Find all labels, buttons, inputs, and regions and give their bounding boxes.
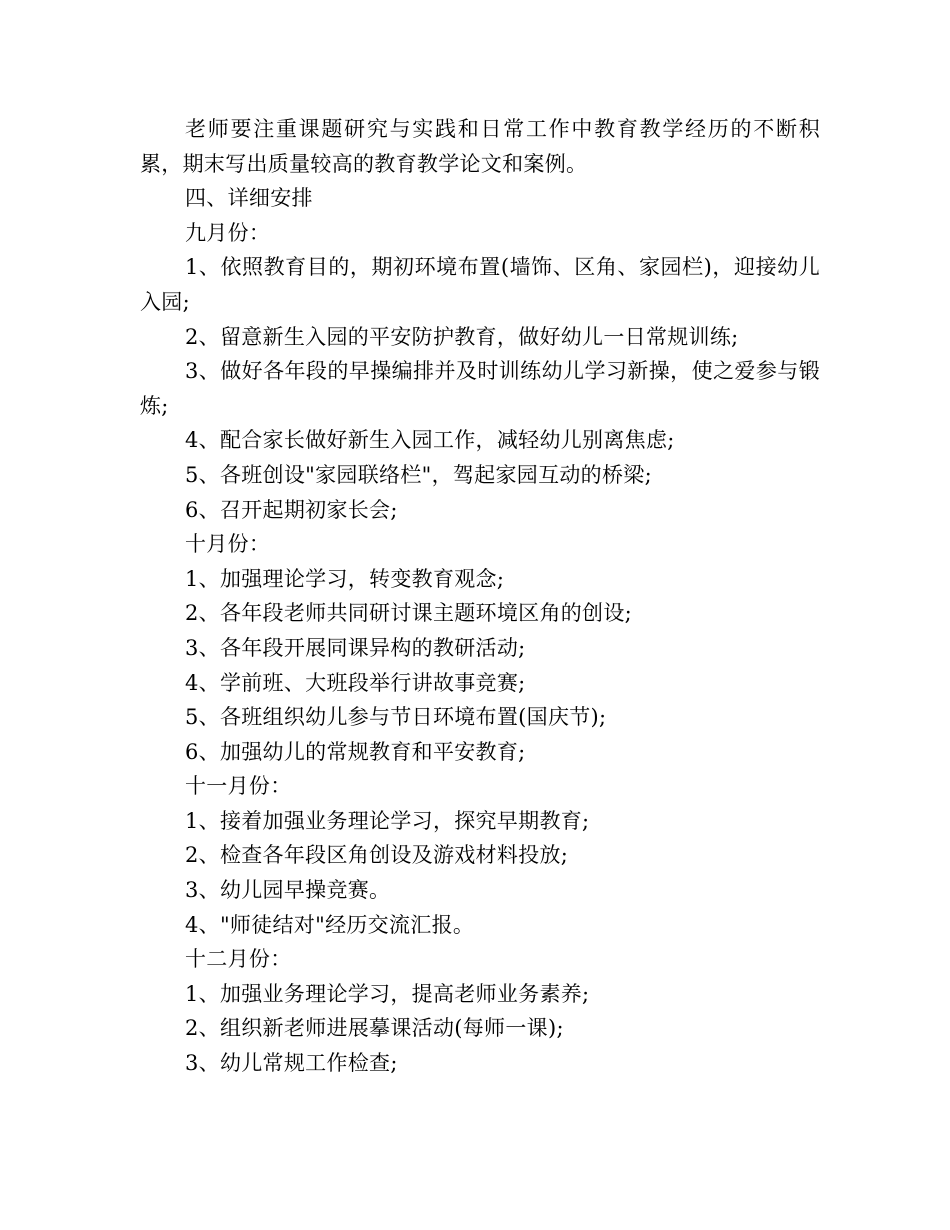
- list-item: 4、"师徒结对"经历交流汇报。: [185, 912, 475, 937]
- list-item: 3、各年段开展同课异构的教研活动;: [185, 635, 526, 660]
- month-heading-october: 十月份：: [185, 532, 271, 557]
- list-item: 1、接着加强业务理论学习，探究早期教育;: [185, 808, 590, 833]
- month-heading-september: 九月份：: [185, 220, 271, 245]
- paragraph-intro: 老师要注重课题研究与实践和日常工作中教育教学经历的不断积累，期末写出质量较高的教育教学论文和案例。: [140, 117, 820, 176]
- list-item: 2、各年段老师共同研讨课主题环境区角的创设;: [185, 601, 633, 626]
- list-item: 5、各班创设"家园联络栏"，驾起家园互动的桥梁;: [185, 462, 652, 487]
- document-body: [140, 112, 820, 1081]
- list-item: 6、召开起期初家长会;: [185, 497, 398, 522]
- list-item: 2、组织新老师进展摹课活动(每师一课);: [185, 1016, 564, 1041]
- list-item: 1、加强理论学习，转变教育观念;: [185, 566, 505, 591]
- list-item: 6、加强幼儿的常规教育和平安教育;: [185, 739, 526, 764]
- month-heading-november: 十一月份：: [185, 774, 292, 799]
- list-item: 5、各班组织幼儿参与节日环境布置(国庆节);: [185, 705, 607, 730]
- list-item: 1、加强业务理论学习，提高老师业务素养;: [185, 981, 590, 1006]
- list-item: 4、学前班、大班段举行讲故事竞赛;: [185, 670, 526, 695]
- list-item: 1、依照教育目的，期初环境布置(墙饰、区角、家园栏)，迎接幼儿入园;: [140, 255, 820, 314]
- list-item: 3、幼儿常规工作检查;: [185, 1051, 398, 1076]
- list-item: 2、留意新生入园的平安防护教育，做好幼儿一日常规训练;: [185, 324, 739, 349]
- list-item: 4、配合家长做好新生入园工作，减轻幼儿别离焦虑;: [185, 428, 675, 453]
- list-item: 3、幼儿园早操竞赛。: [185, 878, 391, 903]
- list-item: 3、做好各年段的早操编排并及时训练幼儿学习新操，使之爱参与锻炼;: [140, 359, 820, 418]
- month-heading-december: 十二月份：: [185, 947, 292, 972]
- list-item: 2、检查各年段区角创设及游戏材料投放;: [185, 843, 569, 868]
- section-heading: 四、详细安排: [185, 186, 313, 211]
